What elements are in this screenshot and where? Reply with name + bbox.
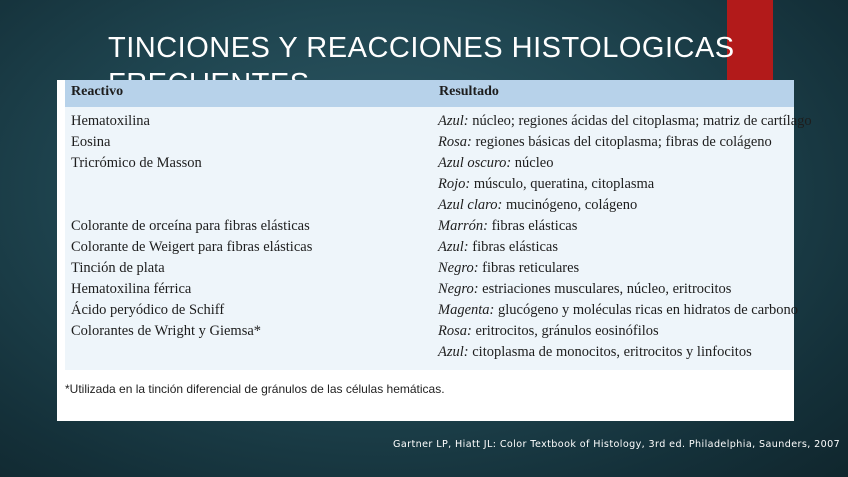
table-footnote: *Utilizada en la tinción diferencial de gránulos de las células hemáticas. [65, 382, 445, 396]
header-resultado: Resultado [439, 84, 499, 99]
result-text: citoplasma de monocitos, eritrocitos y linfocitos [468, 344, 752, 360]
result-text: eritrocitos, gránulos eosinófilos [471, 323, 659, 339]
resultado-cell [438, 133, 772, 151]
result-text: núcleo [511, 155, 554, 171]
result-text: fibras reticulares [478, 260, 580, 276]
resultado-cell [438, 112, 812, 130]
result-text: núcleo; regiones ácidas del citoplasma; matriz de cartílago [468, 113, 812, 129]
result-color-label: Magenta: [438, 302, 495, 318]
reactivo-cell: Colorantes de Wright y Giemsa* [71, 323, 262, 339]
result-color-label: Negro: [438, 260, 479, 276]
resultado-cell [438, 238, 558, 256]
table-header [65, 80, 794, 107]
resultado-cell [438, 322, 659, 340]
result-text: mucinógeno, colágeno [502, 197, 638, 213]
reactivo-cell: Tinción de plata [71, 260, 165, 276]
result-color-label: Negro: [438, 281, 479, 297]
result-color-label: Azul: [438, 344, 469, 360]
resultado-cell [438, 280, 731, 298]
result-color-label: Azul claro: [438, 197, 503, 213]
reactivo-cell: Ácido peryódico de Schiff [71, 302, 225, 318]
result-color-label: Marrón: [438, 218, 488, 234]
resultado-cell [438, 259, 579, 277]
result-text: fibras elásticas [487, 218, 578, 234]
result-text: glucógeno y moléculas ricas en hidratos de carbono [494, 302, 798, 318]
result-color-label: Azul: [438, 113, 469, 129]
resultado-cell [438, 175, 654, 193]
header-reactivo: Reactivo [71, 84, 124, 99]
table-panel [57, 80, 812, 421]
result-text: músculo, queratina, citoplasma [470, 176, 655, 192]
result-color-label: Azul oscuro: [438, 155, 512, 171]
resultado-cell [438, 343, 752, 361]
citation: Gartner LP, Hiatt JL: Color Textbook of Histology, 3rd ed. Philadelphia, Saunders, 2007 [393, 439, 841, 450]
result-text: regiones básicas del citoplasma; fibras de colágeno [471, 134, 772, 150]
reactivo-cell: Hematoxilina [71, 113, 150, 129]
resultado-cell [438, 196, 637, 214]
resultado-cell [438, 301, 798, 319]
reactivo-cell: Eosina [71, 134, 111, 150]
reactivo-cell: Colorante de Weigert para fibras elásticas [71, 239, 313, 255]
result-text: estriaciones musculares, núcleo, eritrocitos [478, 281, 732, 297]
result-color-label: Rosa: [438, 134, 472, 150]
reactivo-cell: Hematoxilina férrica [71, 281, 192, 297]
slide-title: TINCIONES Y REACCIONES HISTOLOGICAS [108, 32, 735, 64]
resultado-cell [438, 154, 553, 172]
result-text: fibras elásticas [468, 239, 558, 255]
reactivo-cell: Colorante de orceína para fibras elásticas [71, 218, 310, 234]
result-color-label: Rosa: [438, 323, 472, 339]
resultado-cell [438, 217, 577, 235]
result-color-label: Azul: [438, 239, 469, 255]
result-color-label: Rojo: [438, 176, 471, 192]
reactivo-cell: Tricrómico de Masson [71, 155, 202, 171]
